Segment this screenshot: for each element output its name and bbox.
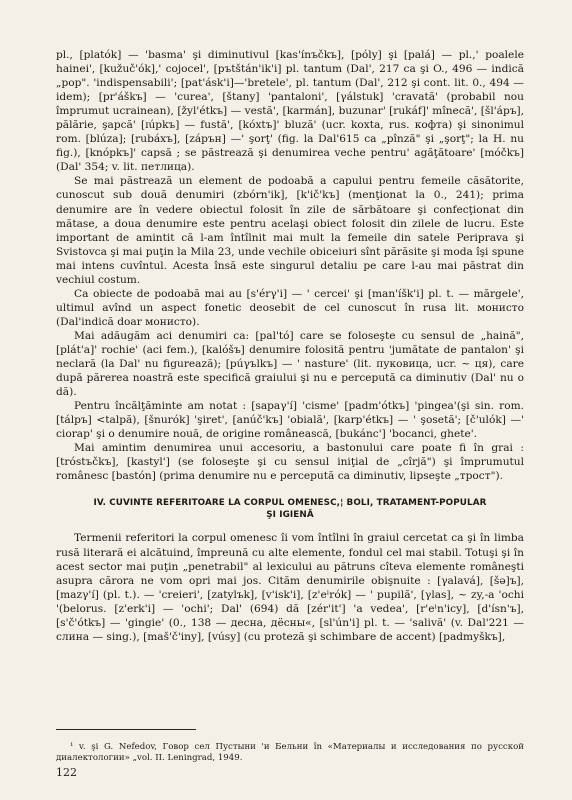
section-heading-line-2: ŞI IGIENĂ (266, 510, 314, 521)
paragraph-jewelry: Ca obiecte de podoabă mai au [s'érγ'i] — ' cercei' şi [man'íšk'i] pl. t. — mărgele', ultimul avînd un aspect fonetic deosebit de cel cunoscut în rusa lit. монисто (Dal'indică doar монисто). (56, 287, 524, 328)
section-heading-line-1: IV. CUVINTE REFERITOARE LA CORPUL OMENESC,¦ BOLI, TRATAMENT-POPULAR (93, 498, 487, 509)
paragraph-headwear: Se mai păstrează un element de podoabă a capului pentru femeile căsătorite, cunoscut sub două denumiri (zbórn'ik], [k'ič'kъ] (menţionat la 0., 241); prima denumire are în vedere obiectul folosit în zile de sărbătoare şi confecţionat din mătase, a doua denumire este pentru acelaşi obiect folosit din zilele de lucru. Este important de amintit că l-am întîlnit mai mult la femeile din satele Periprava şi Svistovca şi mai puţin la Mila 23, unde vechile obiceiuri sînt părăsite şi moda îşi spune mai intens cuvîntul. Acesta însă este singurul detaliu pe care l-au mai păstrat din vechiul costum. (56, 175, 524, 286)
footnote-divider (56, 729, 196, 730)
paragraph-garments: Mai adăugăm aci denumiri ca: [pal'tó] care se foloseşte cu sensul de „haină", [plát'a]' rochie' (aci fem.), [kalóšъ] denumire folosită pentru 'jumătate de pantalon' şi neclară (la Dal' nu figurează); [púγъlkъ] — ' nasture' (lit. пуковица, ucr. ~ ця), care după părerea noastră este specifică graiului şi nu e percepută ca diminutiv (Dal' nu o dă). (56, 329, 524, 399)
main-text (56, 48, 524, 644)
paragraph-clothing: pl., [platók] — 'basma' şi diminutivul [kas'ínъčkъ], [póly] şi [palá] — pl.,' poalele hainei', [kužuč'ók],' cojocel', [pъtštán'ik'i] pl. tantum (Dal', 217 ca şi O., 496 — indică „pop". 'indispensabili'; [pat'ásk'i]—'bretele', pl. tantum (Dal', 212 şi cont. lit. 0., 494 — idem); [pr'áškъ] — 'curea', [štany] 'pantaloni', [γálstuk] 'cravată' (probabil nou împrumut ucrainean), [žyl'étkъ] — vestă', [karmán], buzunar' [rukáf]' mînecă', [šl'ápъ], pălărie, şapcă' [ɪúpkъ] — fustă', [kóxtъ]' bluză' (ucr. koxta, rus. кофта) şi sinonimul rom. [blúza]; [rubáxъ], [záрън] —' şorţ' (fig. la Dal'615 ca „pînză" şi „şorţ"; la H. nu fig.), [knóрkъ]' capsă ; se păstrează şi denumirea veche pentru' agăţătoare' [móčkъ] (Dal' 354; v. lit. петлица). (56, 49, 524, 174)
section-heading (56, 497, 524, 521)
paragraph-footwear: Pentru încălţăminte am notat : [sapaγ'í] 'cisme' [padm'ótkъ] 'pingea'(şi sin. rom. [tálpъ] <talpă), [šnurók] 'şiret', [anúč'kъ] 'obială', [karp'étkъ] — ' şosetă'; [č'ulók] —' ciorap' şi o denumire nouă, de origine românească, [bukánc'] 'bocanci, ghete'. (56, 400, 524, 441)
footnote: ¹ v. şi G. Nefedov, Говор сел Пустыни 'и Бельни în «Материалы и исследования по русской диалектологии» „vol. II. Leningrad, 1949. (56, 741, 524, 763)
paragraph-body-terms: Termenii referitori la corpul omenesc îi vom întîlni în graiul cercetat ca şi în limba rusă literară ei alcătuind, împreună cu alte elemente, fondul cel mai stabil. Totuşi şi în acest sector mai puţin „penetrabil" al lexicului au pătruns cîteva elemente româneşti asupra cărora ne vom opri mai jos. Cităm denumirile obişnuite : [γalavá], [šə]ъ], [mazγ'í] (pl. t.). — 'creieri', [zatylъk], [v'isk'i], [z'eˡrók] — ' pupilă', [γlas], ~ zy,-a 'ochi '(belorus. [z'erk'i] — 'ochi'; Dal' (694) dă [zér'it'] 'a vedea', [r'eˡn'icy], [d'ísn'ъ], [s'č'ótkъ] — 'gingie' (0., 138 — десна, дёсны«, [sl'ún'i] pl. t. — 'salivă' (v. Dal'221 — слина — sing.), [maš'č'iny], [vúsy] (cu proteză şi schimbare de accent) [padmyškъ], (56, 532, 524, 643)
paragraph-accessory: Mai amintim denumirea unui accesoriu, a bastonului care poate fi în grai : [tróstъčkъ], [kastyl'] (se foloseşte şi cu sensul iniţial de „cîrjă") şi împrumutul românesc [bastón] (prima denumire nu e percepută ca diminutiv, lipseşte „трост"). (56, 442, 524, 483)
page-number: 122 (56, 766, 77, 779)
